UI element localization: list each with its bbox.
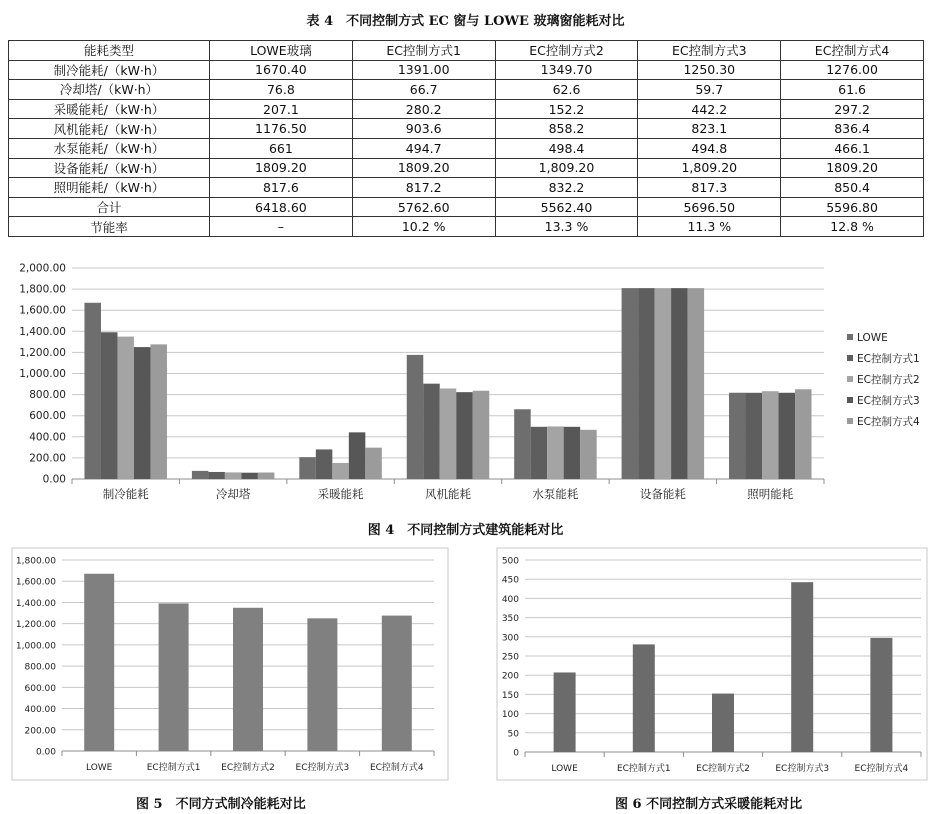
fig4-y-tick-label: 400.00 [29, 431, 66, 444]
fig4-x-tick-label: 风机能耗 [425, 487, 471, 501]
table-cell: 5762.60 [352, 197, 495, 217]
fig4-bar [638, 288, 655, 479]
fig4-bar [456, 392, 473, 479]
fig4-bar [762, 391, 779, 479]
fig4-bar [440, 388, 457, 479]
fig4-legend-label: EC控制方式4 [857, 416, 920, 428]
fig4-bar [192, 471, 209, 479]
fig5-y-tick-label: 200.00 [24, 726, 56, 737]
fig6-y-tick-label: 0 [513, 748, 519, 759]
fig6-y-tick-label: 450 [501, 575, 519, 586]
table-cell: 152.2 [495, 99, 638, 119]
table-cell: 498.4 [495, 138, 638, 158]
table-cell: 5562.40 [495, 197, 638, 217]
table-header-cell: EC控制方式3 [638, 41, 781, 61]
table-cell: 466.1 [781, 138, 924, 158]
fig6-y-tick-label: 150 [501, 690, 519, 701]
fig4-bar [84, 303, 101, 479]
fig4-bar [208, 472, 225, 479]
fig5-bar [307, 618, 337, 751]
fig6-x-tick-label: EC控制方式2 [696, 764, 750, 774]
row-label-cell: 照明能耗/（kW·h） [9, 178, 210, 198]
fig4-bar [514, 409, 531, 479]
fig4-bar [117, 337, 134, 479]
fig4-bar [746, 393, 763, 479]
row-label-cell: 风机能耗/（kW·h） [9, 119, 210, 139]
table-cell: 5596.80 [781, 197, 924, 217]
table-cell: 5696.50 [638, 197, 781, 217]
table-header-cell: EC控制方式4 [781, 41, 924, 61]
fig5-y-tick-label: 1,400.00 [15, 598, 56, 609]
row-label-cell: 采暖能耗/（kW·h） [9, 99, 210, 119]
fig4-y-tick-label: 600.00 [29, 410, 66, 423]
fig4-bar [729, 393, 746, 479]
fig4-legend-swatch [847, 355, 853, 361]
fig4-bar [316, 449, 333, 479]
fig4-legend-swatch [847, 334, 853, 340]
table-cell: 661 [210, 138, 353, 158]
fig5-bar [159, 603, 189, 751]
fig4-y-tick-label: 1,200.00 [19, 346, 66, 359]
table-cell: 1809.20 [352, 158, 495, 178]
fig5-x-tick-label: EC控制方式4 [369, 763, 424, 773]
table-cell: 280.2 [352, 99, 495, 119]
fig4-x-tick-label: 制冷能耗 [102, 487, 149, 501]
fig6-bar [791, 582, 813, 752]
fig4-bar [150, 344, 167, 479]
table-cell: 66.7 [352, 80, 495, 100]
table-cell: 1809.20 [781, 158, 924, 178]
fig4-legend-swatch [847, 376, 853, 382]
table-cell: 207.1 [210, 99, 353, 119]
table-cell: – [210, 217, 353, 237]
fig6-x-tick-label: EC控制方式4 [854, 764, 909, 774]
table-cell: 817.6 [210, 178, 353, 198]
fig4-bar [671, 288, 688, 479]
fig4-y-tick-label: 0.00 [42, 473, 66, 486]
table-cell: 817.3 [638, 178, 781, 198]
fig5-x-tick-label: EC控制方式3 [295, 763, 350, 773]
fig4-bar [779, 393, 796, 479]
row-label-cell: 节能率 [9, 217, 210, 237]
fig4-x-tick-label: 设备能耗 [639, 487, 686, 501]
fig4-y-tick-label: 1,400.00 [19, 325, 66, 338]
fig5-y-tick-label: 1,200.00 [15, 620, 56, 631]
fig4-caption: 图 4 不同控制方式建筑能耗对比 [367, 523, 564, 538]
table-cell: 11.3 % [638, 217, 781, 237]
fig5-bar [84, 574, 114, 751]
fig4-bar [299, 457, 316, 479]
fig4-bar [423, 384, 440, 479]
fig6-x-tick-label: EC控制方式3 [775, 764, 830, 774]
fig4-bar [101, 332, 118, 479]
fig5-y-tick-label: 800.00 [24, 662, 56, 673]
table-cell: 494.7 [352, 138, 495, 158]
table-cell: 297.2 [781, 99, 924, 119]
table-cell: 62.6 [495, 80, 638, 100]
fig6-y-tick-label: 350 [501, 614, 519, 625]
table-cell: 13.3 % [495, 217, 638, 237]
table-cell: 494.8 [638, 138, 781, 158]
fig6-caption: 图 6 不同控制方式采暖能耗对比 [615, 797, 803, 812]
fig5-x-tick-label: EC控制方式1 [146, 763, 201, 773]
fig4-y-tick-label: 1,000.00 [19, 368, 66, 380]
fig6-bar [554, 672, 576, 752]
fig5-bar [382, 616, 412, 751]
table-cell: 442.2 [638, 99, 781, 119]
fig4-bar [365, 448, 382, 479]
table-cell: 1250.30 [638, 60, 781, 80]
fig6-y-tick-label: 250 [501, 652, 519, 663]
table-header-cell: 能耗类型 [9, 41, 210, 61]
fig4-bar [225, 472, 242, 479]
table-header-cell: LOWE玻璃 [210, 41, 353, 61]
fig6-y-tick-label: 500 [501, 556, 519, 567]
fig4-x-tick-label: 照明能耗 [747, 487, 794, 501]
table-cell: 858.2 [495, 119, 638, 139]
table-cell: 59.7 [638, 80, 781, 100]
table-cell: 1349.70 [495, 60, 638, 80]
row-label-cell: 设备能耗/（kW·h） [9, 158, 210, 178]
fig4-bar [580, 430, 597, 479]
table-cell: 836.4 [781, 119, 924, 139]
fig5-bar [233, 608, 263, 751]
row-label-cell: 冷却塔/（kW·h） [9, 80, 210, 100]
fig6-y-tick-label: 100 [501, 710, 519, 721]
fig4-bar [795, 389, 812, 479]
table-cell: 6418.60 [210, 197, 353, 217]
fig5-caption: 图 5 不同方式制冷能耗对比 [136, 797, 306, 812]
table-cell: 1176.50 [210, 119, 353, 139]
fig4-bar [622, 288, 639, 479]
table-cell: 76.8 [210, 80, 353, 100]
table-cell: 903.6 [352, 119, 495, 139]
fig4-bar [655, 288, 672, 479]
row-label-cell: 合计 [9, 197, 210, 217]
table-cell: 1,809.20 [638, 158, 781, 178]
fig5-y-tick-label: 0.00 [35, 747, 56, 758]
fig6-bar [870, 638, 892, 752]
fig4-legend-label: LOWE [857, 332, 888, 344]
table-cell: 61.6 [781, 80, 924, 100]
fig4-y-tick-label: 1,800.00 [19, 283, 66, 296]
fig4-x-tick-label: 冷却塔 [215, 487, 251, 501]
fig4-bar [688, 288, 705, 479]
fig4-x-tick-label: 采暖能耗 [317, 487, 364, 501]
fig6-y-tick-label: 400 [501, 594, 519, 605]
table-cell: 823.1 [638, 119, 781, 139]
fig4-y-tick-label: 200.00 [29, 452, 66, 465]
fig4-bar [531, 427, 548, 479]
fig5-y-tick-label: 1,800.00 [15, 556, 56, 567]
fig6-x-tick-label: EC控制方式1 [616, 764, 671, 774]
fig4-bar [473, 391, 490, 479]
table-cell: 10.2 % [352, 217, 495, 237]
fig4-legend-label: EC控制方式2 [857, 374, 920, 386]
fig4-bar [332, 463, 349, 479]
fig4-bar [407, 355, 424, 479]
fig6-bar [712, 694, 734, 752]
table-cell: 1670.40 [210, 60, 353, 80]
fig4-bar [564, 427, 581, 479]
fig4-bar [241, 473, 258, 479]
fig5-x-tick-label: LOWE [86, 763, 113, 773]
table-header-cell: EC控制方式2 [495, 41, 638, 61]
fig5-x-tick-label: EC控制方式2 [221, 763, 275, 773]
table-cell: 832.2 [495, 178, 638, 198]
fig4-bar [547, 426, 564, 479]
fig4-legend-label: EC控制方式1 [857, 353, 920, 365]
fig6-bar [633, 644, 655, 752]
fig5-y-tick-label: 1,000.00 [15, 641, 56, 652]
fig4-x-tick-label: 水泵能耗 [532, 487, 579, 501]
fig4-legend-label: EC控制方式3 [857, 395, 920, 407]
table-cell: 1391.00 [352, 60, 495, 80]
row-label-cell: 水泵能耗/（kW·h） [9, 138, 210, 158]
fig4-bar [349, 432, 366, 479]
fig4-bar [258, 473, 275, 479]
fig4-y-tick-label: 800.00 [29, 389, 66, 402]
fig5-y-tick-label: 600.00 [24, 683, 56, 694]
table-cell: 1809.20 [210, 158, 353, 178]
fig4-legend-swatch [847, 418, 853, 424]
table-cell: 817.2 [352, 178, 495, 198]
fig5-y-tick-label: 1,600.00 [15, 577, 56, 588]
table-cell: 1276.00 [781, 60, 924, 80]
table-caption: 表 4 不同控制方式 EC 窗与 LOWE 玻璃窗能耗对比 [306, 14, 625, 29]
fig4-y-tick-label: 2,000.00 [19, 262, 66, 275]
fig6-y-tick-label: 50 [507, 729, 519, 740]
table-cell: 850.4 [781, 178, 924, 198]
fig4-bar [134, 347, 151, 479]
fig4-legend-swatch [847, 397, 853, 403]
table-cell: 12.8 % [781, 217, 924, 237]
table-header-cell: EC控制方式1 [352, 41, 495, 61]
fig5-y-tick-label: 400.00 [24, 705, 56, 716]
fig4-y-tick-label: 1,600.00 [19, 304, 66, 317]
fig6-x-tick-label: LOWE [551, 764, 578, 774]
row-label-cell: 制冷能耗/（kW·h） [9, 60, 210, 80]
table-cell: 1,809.20 [495, 158, 638, 178]
fig6-y-tick-label: 200 [501, 671, 519, 682]
fig6-y-tick-label: 300 [501, 633, 519, 644]
